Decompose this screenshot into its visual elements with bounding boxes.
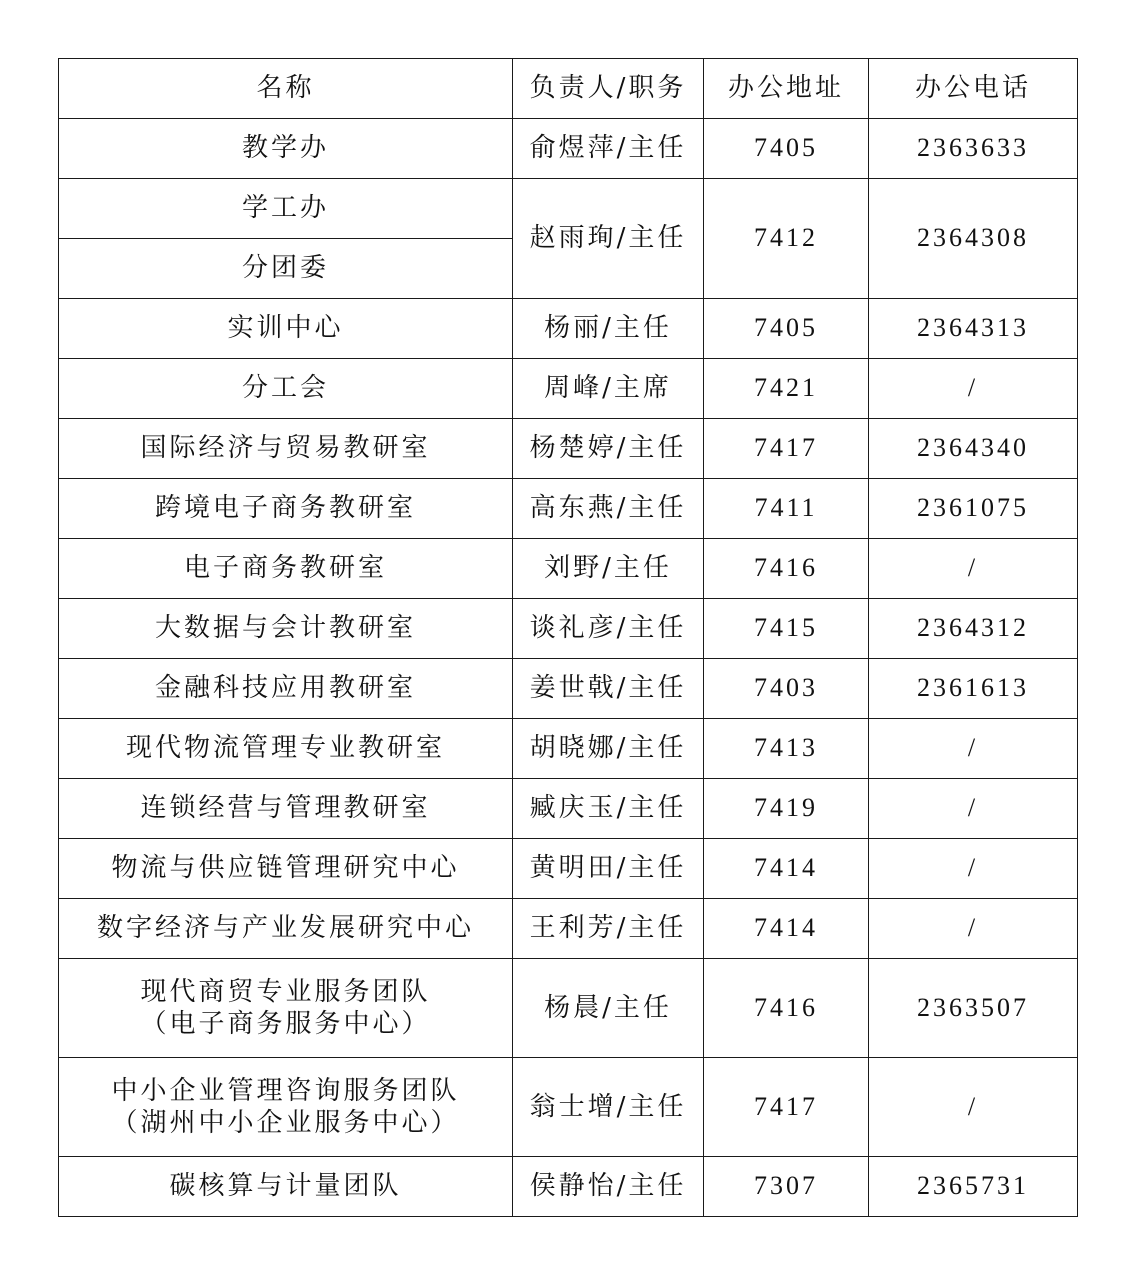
office-phone: / (869, 539, 1078, 599)
office-directory-table (58, 58, 1078, 1217)
office-name: 分工会 (59, 359, 513, 419)
office-name: 碳核算与计量团队 (59, 1157, 513, 1217)
office-phone: 2361613 (869, 659, 1078, 719)
office-address: 7412 (704, 179, 869, 299)
office-address: 7416 (704, 539, 869, 599)
office-address: 7403 (704, 659, 869, 719)
office-name: 教学办 (59, 119, 513, 179)
office-name: 物流与供应链管理研究中心 (59, 839, 513, 899)
office-address: 7411 (704, 479, 869, 539)
office-person: 王利芳/主任 (513, 899, 704, 959)
office-address: 7417 (704, 419, 869, 479)
table-row (59, 179, 1078, 239)
table-row (59, 659, 1078, 719)
office-person: 臧庆玉/主任 (513, 779, 704, 839)
office-phone: 2364313 (869, 299, 1078, 359)
office-name: 现代物流管理专业教研室 (59, 719, 513, 779)
office-address: 7415 (704, 599, 869, 659)
office-name (59, 959, 513, 1058)
table-row (59, 479, 1078, 539)
office-person: 侯静怡/主任 (513, 1157, 704, 1217)
office-person: 高东燕/主任 (513, 479, 704, 539)
table-row (59, 419, 1078, 479)
office-name: 大数据与会计教研室 (59, 599, 513, 659)
office-phone: / (869, 719, 1078, 779)
table-row (59, 839, 1078, 899)
office-phone: / (869, 779, 1078, 839)
table-row (59, 959, 1078, 1058)
office-name (59, 1058, 513, 1157)
office-phone: 2364308 (869, 179, 1078, 299)
office-person: 刘野/主任 (513, 539, 704, 599)
header-phone: 办公电话 (869, 59, 1078, 119)
table-row (59, 599, 1078, 659)
table-row (59, 1157, 1078, 1217)
table-row (59, 719, 1078, 779)
office-name: 跨境电子商务教研室 (59, 479, 513, 539)
office-person: 赵雨珣/主任 (513, 179, 704, 299)
office-person: 杨晨/主任 (513, 959, 704, 1058)
table-row (59, 359, 1078, 419)
office-address: 7416 (704, 959, 869, 1058)
table-row (59, 299, 1078, 359)
office-address: 7419 (704, 779, 869, 839)
office-phone: 2361075 (869, 479, 1078, 539)
office-name: 数字经济与产业发展研究中心 (59, 899, 513, 959)
office-person: 胡晓娜/主任 (513, 719, 704, 779)
office-name: 国际经济与贸易教研室 (59, 419, 513, 479)
office-address: 7405 (704, 299, 869, 359)
table-row (59, 779, 1078, 839)
header-row (59, 59, 1078, 119)
table-row (59, 1058, 1078, 1157)
office-address: 7405 (704, 119, 869, 179)
office-phone: / (869, 839, 1078, 899)
table-row (59, 119, 1078, 179)
office-name-line2: （湖州中小企业服务中心） (111, 1108, 460, 1138)
office-phone: 2364312 (869, 599, 1078, 659)
office-person: 姜世戟/主任 (513, 659, 704, 719)
office-phone: / (869, 1058, 1078, 1157)
table-row (59, 539, 1078, 599)
office-person: 谈礼彦/主任 (513, 599, 704, 659)
office-person: 翁士增/主任 (513, 1058, 704, 1157)
office-address: 7417 (704, 1058, 869, 1157)
office-phone: 2364340 (869, 419, 1078, 479)
office-name-line1: 现代商贸专业服务团队 (140, 976, 431, 1007)
office-phone: 2363507 (869, 959, 1078, 1058)
header-person: 负责人/职务 (513, 59, 704, 119)
office-phone: / (869, 359, 1078, 419)
table-row (59, 899, 1078, 959)
office-name: 实训中心 (59, 299, 513, 359)
office-name-line2: （电子商务服务中心） (140, 1009, 431, 1039)
office-name-line1: 中小企业管理咨询服务团队 (111, 1075, 460, 1106)
office-phone: 2363633 (869, 119, 1078, 179)
office-name: 学工办 (59, 179, 513, 239)
office-person: 杨楚婷/主任 (513, 419, 704, 479)
office-name: 金融科技应用教研室 (59, 659, 513, 719)
office-address: 7414 (704, 839, 869, 899)
office-phone: 2365731 (869, 1157, 1078, 1217)
office-address: 7414 (704, 899, 869, 959)
office-name: 连锁经营与管理教研室 (59, 779, 513, 839)
office-name: 电子商务教研室 (59, 539, 513, 599)
office-address: 7307 (704, 1157, 869, 1217)
office-address: 7413 (704, 719, 869, 779)
office-phone: / (869, 899, 1078, 959)
office-name: 分团委 (59, 239, 513, 299)
header-name: 名称 (59, 59, 513, 119)
header-address: 办公地址 (704, 59, 869, 119)
office-person: 杨丽/主任 (513, 299, 704, 359)
office-address: 7421 (704, 359, 869, 419)
office-person: 周峰/主席 (513, 359, 704, 419)
office-person: 俞煜萍/主任 (513, 119, 704, 179)
office-person: 黄明田/主任 (513, 839, 704, 899)
